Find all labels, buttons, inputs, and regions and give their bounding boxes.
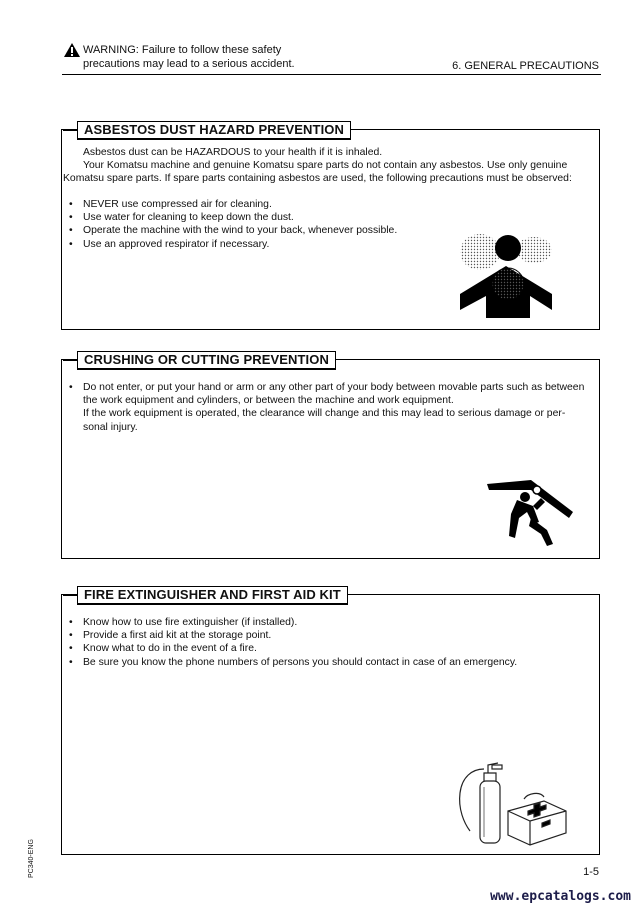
crushing-title: CRUSHING OR CUTTING PREVENTION (77, 351, 336, 370)
crushing-section (61, 352, 600, 559)
crushing-line-3: If the work equipment is operated, the clearance will change and this may lead to serious damage or per- (83, 408, 566, 420)
asbestos-para-2-line-1: Your Komatsu machine and genuine Komatsu spare parts do not contain any asbestos. Use only genuine (83, 160, 568, 172)
fire-section (61, 587, 600, 855)
asbestos-title: ASBESTOS DUST HAZARD PREVENTION (77, 121, 351, 140)
page-number: 1-5 (583, 866, 599, 878)
warning-line-2: precautions may lead to a serious accident. (83, 58, 295, 70)
list-item: • Know how to use fire extinguisher (if installed). (69, 616, 569, 629)
crushing-line-2: the work equipment and cylinders, or between the machine and work equipment. (83, 395, 454, 407)
crushing-line-1: Do not enter, or put your hand or arm or any other part of your body between movable parts such as between (83, 382, 585, 393)
asbestos-section (61, 122, 600, 330)
fire-bullet-list (69, 616, 569, 669)
warning-triangle-icon (64, 43, 80, 57)
asbestos-bullet-list (69, 198, 489, 251)
asbestos-para-1: Asbestos dust can be HAZARDOUS to your health if it is inhaled. (83, 147, 383, 158)
bullet-glyph: • (69, 382, 73, 393)
extinguisher-and-first-aid-kit-icon (454, 753, 568, 849)
person-inhaling-dust-icon (458, 230, 554, 318)
side-code: PC340-ENG (28, 839, 35, 878)
fire-title: FIRE EXTINGUISHER AND FIRST AID KIT (77, 586, 348, 605)
crushing-bullet (69, 381, 597, 434)
crushing-line-4: sonal injury. (83, 421, 138, 433)
list-item: • NEVER use compressed air for cleaning. (69, 198, 489, 211)
warning-text (83, 43, 295, 71)
section-name: 6. GENERAL PRECAUTIONS (452, 60, 599, 72)
asbestos-intro (83, 146, 593, 172)
list-item: • Be sure you know the phone numbers of persons you should contact in case of an emergency. (69, 656, 569, 669)
header-rule (62, 74, 601, 75)
list-item: • Use water for cleaning to keep down the dust. (69, 211, 489, 224)
watermark: www.epcatalogs.com (490, 889, 631, 904)
list-item: • Know what to do in the event of a fire. (69, 642, 569, 655)
list-item: • Operate the machine with the wind to your back, whenever possible. (69, 224, 489, 237)
list-item: • Use an approved respirator if necessary. (69, 238, 489, 251)
list-item: • Provide a first aid kit at the storage point. (69, 629, 569, 642)
person-crushed-by-arm-icon (487, 478, 575, 546)
warning-line-1: WARNING: Failure to follow these safety (83, 44, 282, 56)
asbestos-para-2-line-2: Komatsu spare parts. If spare parts containing asbestos are used, the following precautions must be observed: (63, 173, 572, 184)
